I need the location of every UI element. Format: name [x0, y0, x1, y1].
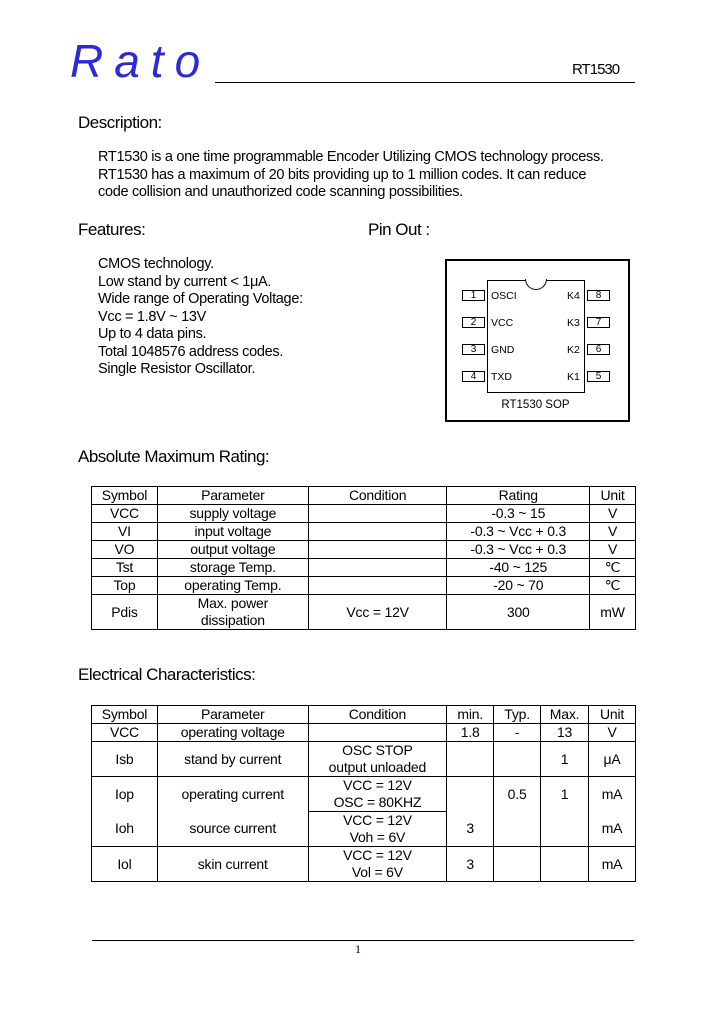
cell [308, 523, 447, 541]
cell: 3 [447, 847, 494, 882]
cell [494, 812, 541, 847]
cell: Vcc = 12V [308, 595, 447, 630]
description-line: RT1530 has a maximum of 20 bits providing up to 1 million codes. It can reduce [98, 166, 587, 183]
table-header-row [92, 487, 636, 505]
pin-label: K1 [567, 371, 580, 383]
cell: -0.3 ~ 15 [447, 505, 590, 523]
cell: 3 [447, 812, 494, 847]
header-cell: Condition [308, 487, 447, 505]
cell: 1 [541, 742, 589, 777]
header-cell: Unit [590, 487, 636, 505]
cell: VI [92, 523, 158, 541]
features-list [98, 256, 303, 379]
cell: output voltage [157, 541, 308, 559]
cell: mA [589, 812, 636, 847]
abs-max-table [91, 486, 636, 630]
cell: Iop [92, 777, 158, 812]
pin-number: 4 [462, 371, 485, 382]
cell [308, 559, 447, 577]
cell: - [494, 724, 541, 742]
cell [308, 577, 447, 595]
header-cell: Symbol [92, 706, 158, 724]
cond-line: output unloaded [328, 759, 427, 775]
header-cell: Parameter [157, 487, 308, 505]
cell [308, 742, 447, 777]
cell: operating voltage [157, 724, 308, 742]
cond-line: VCC = 12V [343, 812, 412, 828]
cell: ℃ [590, 577, 636, 595]
cell [308, 505, 447, 523]
table-row [92, 541, 636, 559]
cell [541, 812, 589, 847]
pin-label: TXD [491, 371, 512, 383]
cell: mA [589, 777, 636, 812]
cell: -20 ~ 70 [447, 577, 590, 595]
package-label: RT1530 SOP [501, 399, 570, 411]
table-row [92, 595, 636, 630]
cell: -0.3 ~ Vcc + 0.3 [447, 523, 590, 541]
cell [541, 847, 589, 882]
cell [308, 724, 447, 742]
table-row [92, 577, 636, 595]
cond-line: Voh = 6V [349, 829, 406, 845]
cond-line: OSC STOP [342, 742, 413, 758]
cell: operating current [157, 777, 308, 812]
pin-number: 5 [587, 371, 610, 382]
company-logo: Rato [70, 35, 212, 87]
cell: Ioh [92, 812, 158, 847]
table-header-row [92, 706, 636, 724]
features-heading: Features: [78, 220, 146, 239]
feature-item: Single Resistor Oscillator. [98, 361, 256, 377]
cell: 13 [541, 724, 589, 742]
cell [494, 742, 541, 777]
feature-item: Vcc = 1.8V ~ 13V [98, 308, 207, 325]
feature-item: CMOS technology. [98, 256, 214, 272]
cell [308, 541, 447, 559]
cell [308, 847, 447, 882]
pin-label: K4 [567, 290, 580, 302]
cell: Top [92, 577, 158, 595]
description-line: RT1530 is a one time programmable Encoder Utilizing CMOS technology process. [98, 149, 604, 165]
header-cell: Max. [541, 706, 589, 724]
pin-number: 6 [587, 344, 610, 355]
header-cell: Typ. [494, 706, 541, 724]
header-cell: Unit [589, 706, 636, 724]
feature-item: Total 1048576 address codes. [98, 343, 284, 360]
cell: V [590, 523, 636, 541]
pin-number: 2 [462, 317, 485, 328]
cell: 300 [447, 595, 590, 630]
cell: storage Temp. [157, 559, 308, 577]
pin-label: K3 [567, 317, 580, 329]
cell: Max. power dissipation [157, 595, 308, 630]
cell: Iol [92, 847, 158, 882]
cell: V [590, 505, 636, 523]
description-heading: Description: [78, 113, 162, 132]
elec-heading: Electrical Characteristics: [78, 665, 256, 684]
cell: Tst [92, 559, 158, 577]
cell: input voltage [157, 523, 308, 541]
cell: mA [589, 847, 636, 882]
pinout-heading: Pin Out : [368, 220, 430, 239]
table-row [92, 812, 636, 847]
cell [494, 847, 541, 882]
cell: supply voltage [157, 505, 308, 523]
description-line: code collision and unauthorized code scanning possibilities. [98, 184, 463, 200]
table-row [92, 724, 636, 742]
cell: stand by current [157, 742, 308, 777]
cell: mW [590, 595, 636, 630]
cell: skin current [157, 847, 308, 882]
cell: 1.8 [447, 724, 494, 742]
cell: 1 [541, 777, 589, 812]
elec-table [91, 705, 636, 882]
cell: -0.3 ~ Vcc + 0.3 [447, 541, 590, 559]
cell: operating Temp. [157, 577, 308, 595]
table-row [92, 505, 636, 523]
table-row [92, 523, 636, 541]
pin-label: OSCI [491, 290, 517, 302]
pin-label: K2 [567, 344, 580, 356]
header-cell: Rating [447, 487, 590, 505]
cell: VCC [92, 724, 158, 742]
cell: source current [157, 812, 308, 847]
cell [308, 777, 447, 812]
cell: ℃ [590, 559, 636, 577]
header-cell: Parameter [157, 706, 308, 724]
feature-item: Wide range of Operating Voltage: [98, 291, 303, 307]
cell: -40 ~ 125 [447, 559, 590, 577]
cell: VO [92, 541, 158, 559]
cell [308, 812, 447, 847]
cond-line: VCC = 12V [343, 847, 412, 863]
pin-number: 1 [462, 290, 485, 301]
cell: μA [589, 742, 636, 777]
cond-line: Vol = 6V [351, 864, 403, 880]
cell: Isb [92, 742, 158, 777]
cell [447, 777, 494, 812]
cond-line: OSC = 80KHZ [333, 794, 422, 810]
pin-label: GND [491, 344, 515, 356]
table-row [92, 559, 636, 577]
pin-number: 3 [462, 344, 485, 355]
table-row [92, 847, 636, 882]
table-row [92, 777, 636, 812]
header-cell: Condition [308, 706, 447, 724]
pin-number: 7 [587, 317, 610, 328]
table-row [92, 742, 636, 777]
pin-number: 8 [587, 290, 610, 301]
cell: Pdis [92, 595, 158, 630]
cell [447, 742, 494, 777]
abs-max-heading: Absolute Maximum Rating: [78, 447, 270, 466]
description-text [98, 149, 604, 202]
footer-rule [92, 940, 634, 941]
page-number: 1 [355, 942, 361, 956]
cell: 0.5 [494, 777, 541, 812]
cell: VCC [92, 505, 158, 523]
header-cell: Symbol [92, 487, 158, 505]
cell: V [590, 541, 636, 559]
part-number: RT1530 [572, 61, 620, 78]
feature-item: Low stand by current < 1μA. [98, 273, 272, 290]
cell: V [589, 724, 636, 742]
pin-label: VCC [491, 317, 514, 329]
header-cell: min. [447, 706, 494, 724]
feature-item: Up to 4 data pins. [98, 326, 207, 342]
cond-line: VCC = 12V [343, 777, 412, 793]
header-rule [215, 82, 635, 83]
